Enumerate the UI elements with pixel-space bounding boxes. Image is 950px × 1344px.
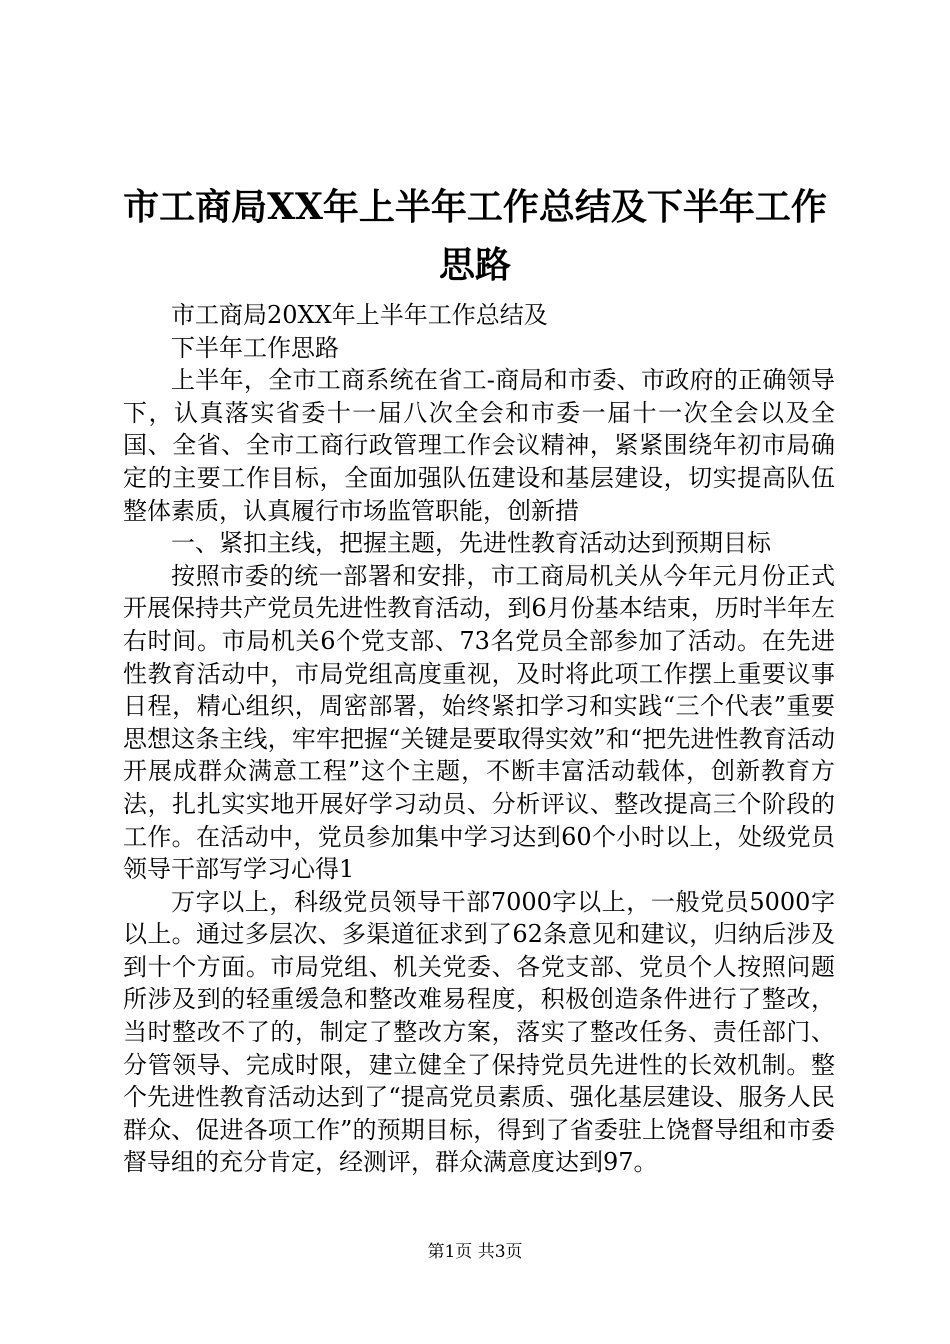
document-body [123, 299, 835, 1179]
section-heading: 一、紧扣主线，把握主题，先进性教育活动达到预期目标 [171, 529, 771, 558]
page-footer [0, 1240, 950, 1264]
paragraph: 按照市委的统一部署和安排，市工商局机关从今年元月份正式开展保持共产党员先进性教育活动，到6月份基本结束，历时半年左右时间。市局机关6个党支部、73名党员全部参加了活动。在先进性教育活动中，市局党组高度重视，及时将此项工作摆上重要议事日程，精心组织，周密部署，始终紧扣学习和实践“三个代表”重要思想这条主线，牢牢把握“关键是要取得实效”和“把先进性教育活动开展成群众满意工程”这个主题，不断丰富活动载体，创新教育方法，扎扎实实地开展好学习动员、分析评议、整改提高三个阶段的工作。在活动中，党员参加集中学习达到60个小时以上，处级党员领导干部写学习心得1 [123, 561, 835, 884]
paragraph: 万字以上，科级党员领导干部7000字以上，一般党员5000字以上。通过多层次、多渠道征求到了62条意见和建议，归纳后涉及到十个方面。市局党组、机关党委、各党支部、党员个人按照问题所涉及到的轻重缓急和整改难易程度，积极创造条件进行了整改，当时整改不了的，制定了整改方案，落实了整改任务、责任部门、分管领导、完成时限，建立健全了保持党员先进性的长效机制。整个先进性教育活动达到了“提高党员素质、强化基层建设、服务人民群众、促进各项工作”的预期目标，得到了省委驻上饶督导组和市委督导组的充分肯定，经测评，群众满意度达到97。 [123, 887, 835, 1177]
paragraph: 上半年，全市工商系统在省工-商局和市委、市政府的正确领导下，认真落实省委十一届八次全会和市委一届十一次全会以及全国、全省、全市工商行政管理工作会议精神，紧紧围绕年初市局确定的主要工作目标，全面加强队伍建设和基层建设，切实提高队伍整体素质，认真履行市场监管职能，创新措 [123, 366, 835, 525]
document-title [100, 178, 850, 294]
paragraph: 市工商局20XX年上半年工作总结及 [171, 301, 548, 329]
title-line-1: 市工商局XX年上半年工作总结及下半年工作 [123, 186, 827, 228]
page-number: 第1页 共3页 [427, 1242, 523, 1262]
title-line-2: 思路 [438, 244, 511, 286]
paragraph: 下半年工作思路 [171, 333, 339, 362]
